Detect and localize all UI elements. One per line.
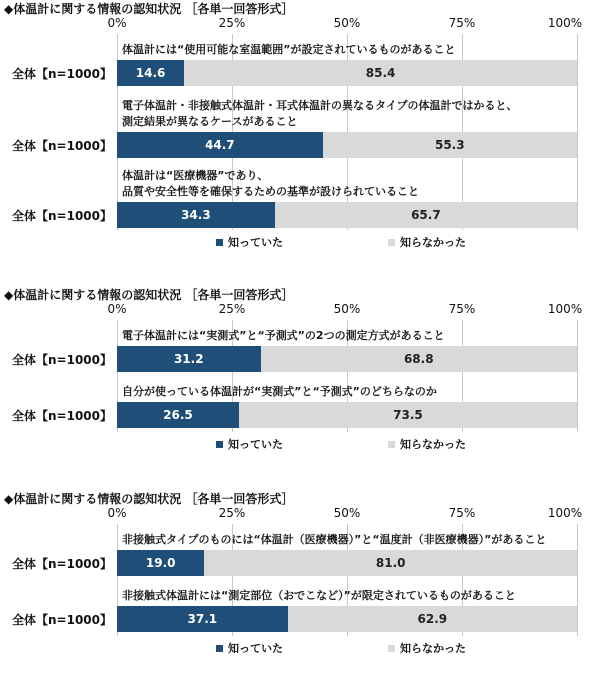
- bar-unknown: 81.0: [204, 550, 577, 576]
- legend-label: 知らなかった: [400, 642, 466, 655]
- item-caption: 体温計には“使用可能な室温範囲”が設定されているものがあること: [122, 43, 456, 56]
- gridline: [577, 524, 578, 636]
- legend-swatch: [216, 239, 223, 246]
- x-tick-label: 100%: [547, 16, 583, 30]
- x-tick-label: 75%: [448, 302, 476, 316]
- legend-label: 知っていた: [228, 236, 283, 249]
- row-label: 全体【n=1000】: [12, 139, 112, 153]
- x-tick-label: 0%: [107, 302, 127, 316]
- gridline: [577, 34, 578, 230]
- bar-unknown: 62.9: [288, 606, 577, 632]
- row-label: 全体【n=1000】: [12, 557, 112, 571]
- legend-item: [216, 234, 283, 250]
- legend-label: 知っていた: [228, 642, 283, 655]
- row-label: 全体【n=1000】: [12, 67, 112, 81]
- legend-item: [388, 640, 466, 656]
- x-tick-label: 100%: [547, 302, 583, 316]
- x-tick-label: 75%: [448, 16, 476, 30]
- item-caption: 電子体温計には“実測式”と“予測式”の2つの測定方式があること: [122, 329, 445, 342]
- bar-known: 14.6: [117, 60, 184, 86]
- legend-label: 知らなかった: [400, 236, 466, 249]
- legend-swatch: [388, 441, 395, 448]
- bar-known: 19.0: [117, 550, 204, 576]
- bar-unknown: 73.5: [239, 402, 577, 428]
- legend-item: [216, 436, 283, 452]
- legend-swatch: [216, 441, 223, 448]
- bar-unknown: 68.8: [261, 346, 577, 372]
- legend-item: [388, 436, 466, 452]
- bar-known: 37.1: [117, 606, 288, 632]
- x-tick-label: 50%: [333, 16, 361, 30]
- chart-title: ◆体温計に関する情報の認知状況 ［各単一回答形式］: [4, 288, 294, 302]
- chart-title: ◆体温計に関する情報の認知状況 ［各単一回答形式］: [4, 2, 294, 16]
- x-tick-label: 75%: [448, 506, 476, 520]
- legend-swatch: [216, 645, 223, 652]
- legend-item: [216, 640, 283, 656]
- x-tick-label: 100%: [547, 506, 583, 520]
- x-tick-label: 50%: [333, 506, 361, 520]
- x-tick-label: 0%: [107, 16, 127, 30]
- chart-title: ◆体温計に関する情報の認知状況 ［各単一回答形式］: [4, 492, 294, 506]
- row-label: 全体【n=1000】: [12, 209, 112, 223]
- bar-known: 34.3: [117, 202, 275, 228]
- x-tick-label: 0%: [107, 506, 127, 520]
- bar-known: 31.2: [117, 346, 261, 372]
- legend-label: 知らなかった: [400, 438, 466, 451]
- legend-swatch: [388, 645, 395, 652]
- x-tick-label: 25%: [218, 506, 246, 520]
- row-label: 全体【n=1000】: [12, 409, 112, 423]
- item-caption: 非接触式タイプのものには“体温計（医療機器）”と“温度計（非医療機器）”があること: [122, 533, 547, 546]
- legend-item: [388, 234, 466, 250]
- bar-unknown: 55.3: [323, 132, 577, 158]
- bar-unknown: 65.7: [275, 202, 577, 228]
- bar-known: 26.5: [117, 402, 239, 428]
- item-caption: 非接触式体温計には“測定部位（おでこなど）”が限定されているものがあること: [122, 589, 516, 602]
- bar-known: 44.7: [117, 132, 323, 158]
- bar-unknown: 85.4: [184, 60, 577, 86]
- row-label: 全体【n=1000】: [12, 353, 112, 367]
- row-label: 全体【n=1000】: [12, 613, 112, 627]
- item-caption: 体温計は“医療機器”であり、: [122, 169, 269, 182]
- item-caption: 測定結果が異なるケースがあること: [122, 115, 298, 128]
- item-caption: 品質や安全性等を確保するための基準が設けられていること: [122, 185, 419, 198]
- x-tick-label: 25%: [218, 16, 246, 30]
- item-caption: 自分が使っている体温計が“実測式”と“予測式”のどちらなのか: [122, 385, 437, 398]
- legend-swatch: [388, 239, 395, 246]
- gridline: [577, 320, 578, 432]
- legend-label: 知っていた: [228, 438, 283, 451]
- item-caption: 電子体温計・非接触式体温計・耳式体温計の異なるタイプの体温計ではかると、: [122, 99, 518, 112]
- x-tick-label: 25%: [218, 302, 246, 316]
- x-tick-label: 50%: [333, 302, 361, 316]
